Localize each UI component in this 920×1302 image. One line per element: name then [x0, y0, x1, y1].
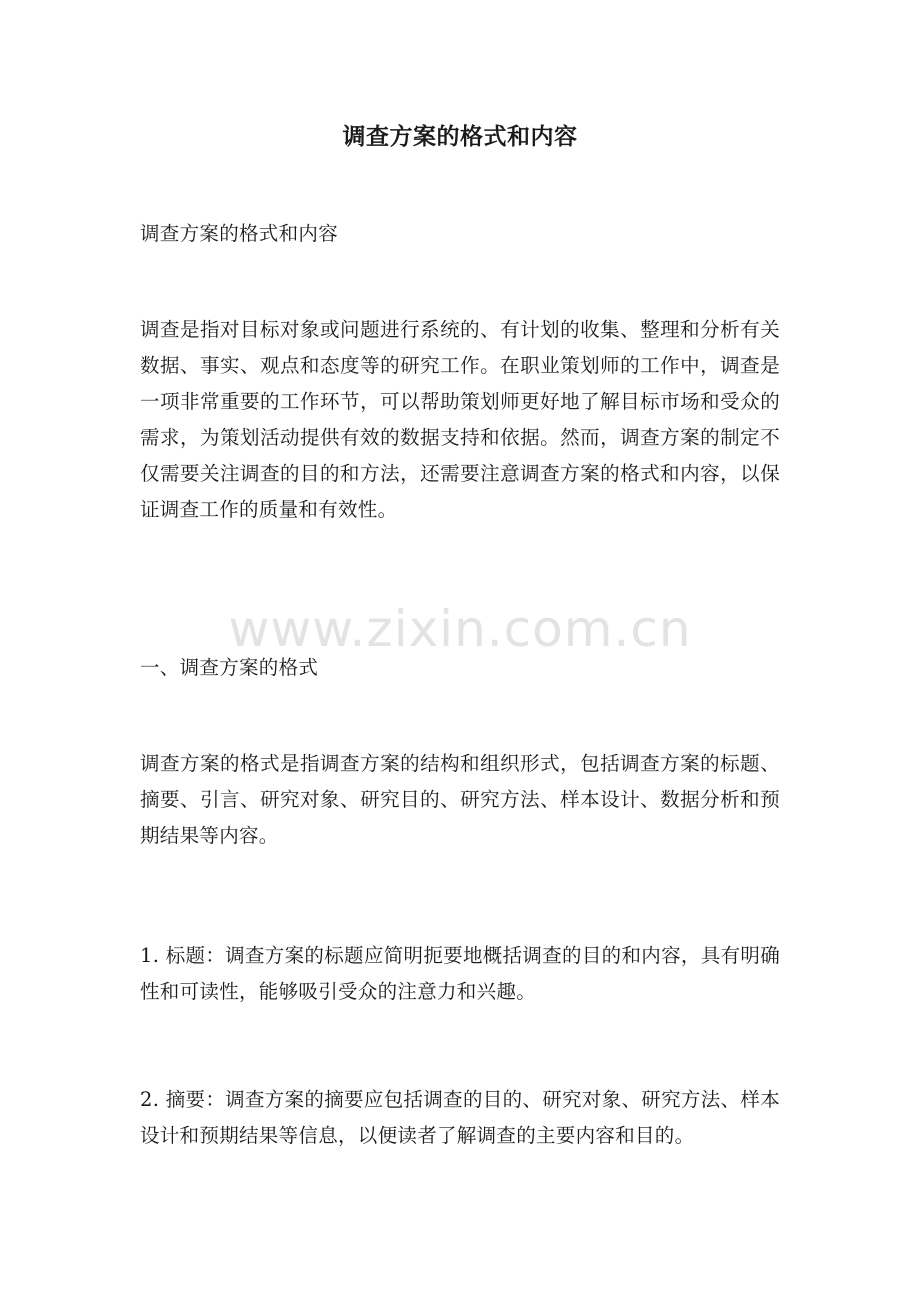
subtitle-paragraph: 调查方案的格式和内容	[140, 222, 339, 245]
section-heading-format: 一、调查方案的格式	[140, 656, 319, 679]
intro-paragraph: 调查是指对目标对象或问题进行系统的、有计划的收集、整理和分析有关数据、事实、观点和态度等的研究工作。在职业策划师的工作中，调查是一项非常重要的工作环节，可以帮助策划师更好地了解目标市场和受众的需求，为策划活动提供有效的数据支持和依据。然而，调查方案的制定不仅需要关注调查的目的和方法，还需要注意调查方案的格式和内容，以保证调查工作的质量和有效性。	[140, 318, 780, 521]
format-definition-paragraph: 调查方案的格式是指调查方案的结构和组织形式，包括调查方案的标题、摘要、引言、研究对象、研究目的、研究方法、样本设计、数据分析和预期结果等内容。	[140, 752, 780, 847]
watermark: www.zixin.com.cn	[228, 600, 692, 658]
list-item-title: 1. 标题：调查方案的标题应简明扼要地概括调查的目的和内容，具有明确性和可读性，能够吸引受众的注意力和兴趣。	[140, 944, 780, 1003]
document-title: 调查方案的格式和内容	[342, 123, 578, 150]
list-item-abstract: 2. 摘要：调查方案的摘要应包括调查的目的、研究对象、研究方法、样本设计和预期结果等信息，以便读者了解调查的主要内容和目的。	[140, 1088, 780, 1147]
